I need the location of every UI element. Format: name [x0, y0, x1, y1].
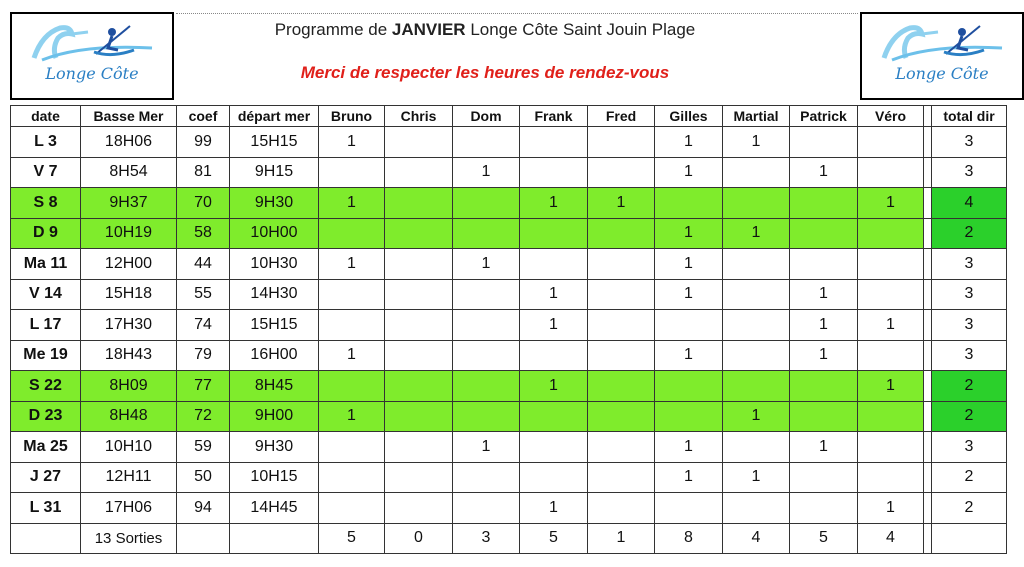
- table-cell: 8H09: [81, 371, 177, 402]
- table-cell: [385, 401, 453, 432]
- table-cell: [790, 188, 858, 219]
- table-cell: [453, 462, 520, 493]
- table-cell: 79: [177, 340, 230, 371]
- table-row: [11, 401, 1007, 432]
- total-cell: 2: [932, 401, 1007, 432]
- table-cell: [588, 401, 655, 432]
- table-cell: [790, 462, 858, 493]
- table-row: [11, 493, 1007, 524]
- total-count: 0: [385, 523, 453, 554]
- table-cell: [385, 340, 453, 371]
- table-cell: [319, 432, 385, 463]
- date-cell: Ma 25: [11, 432, 81, 463]
- table-cell: [588, 493, 655, 524]
- table-cell: [385, 188, 453, 219]
- table-cell: [453, 371, 520, 402]
- title-suffix: Longe Côte Saint Jouin Plage: [470, 20, 696, 39]
- spacer-cell: [924, 371, 932, 402]
- table-cell: [723, 279, 790, 310]
- table-cell: [588, 310, 655, 341]
- table-cell: 1: [319, 340, 385, 371]
- column-header: départ mer: [230, 106, 319, 127]
- total-count: 3: [453, 523, 520, 554]
- table-cell: [319, 462, 385, 493]
- table-cell: 18H06: [81, 127, 177, 158]
- table-cell: 9H30: [230, 432, 319, 463]
- total-cell: 2: [932, 371, 1007, 402]
- column-header: Véro: [858, 106, 924, 127]
- table-cell: [319, 218, 385, 249]
- heron-kayak-icon: [12, 14, 172, 98]
- table-cell: 99: [177, 127, 230, 158]
- table-row: [11, 310, 1007, 341]
- table-cell: [520, 218, 588, 249]
- table-cell: 1: [655, 279, 723, 310]
- heron-kayak-icon: [862, 14, 1022, 98]
- date-cell: L 31: [11, 493, 81, 524]
- total-cell: 2: [932, 218, 1007, 249]
- table-cell: 1: [790, 310, 858, 341]
- table-cell: [790, 127, 858, 158]
- table-cell: 70: [177, 188, 230, 219]
- table-cell: 18H43: [81, 340, 177, 371]
- table-cell: [858, 401, 924, 432]
- table-cell: 1: [655, 157, 723, 188]
- table-cell: 10H10: [81, 432, 177, 463]
- page-subtitle: Merci de respecter les heures de rendez-vous: [300, 63, 670, 82]
- table-row: [11, 462, 1007, 493]
- table-cell: [319, 279, 385, 310]
- table-cell: [655, 493, 723, 524]
- column-header: date: [11, 106, 81, 127]
- column-header: Dom: [453, 106, 520, 127]
- table-cell: 1: [790, 432, 858, 463]
- spacer-cell: [924, 279, 932, 310]
- table-row: [11, 127, 1007, 158]
- title-prefix: Programme de: [274, 20, 388, 39]
- club-logo-right: [860, 12, 1024, 100]
- table-cell: 1: [453, 432, 520, 463]
- table-cell: 1: [655, 462, 723, 493]
- date-cell: L 3: [11, 127, 81, 158]
- table-cell: [453, 493, 520, 524]
- table-cell: [520, 401, 588, 432]
- column-header: Patrick: [790, 106, 858, 127]
- total-count: [11, 523, 81, 554]
- table-cell: 1: [790, 279, 858, 310]
- table-cell: [385, 371, 453, 402]
- date-cell: J 27: [11, 462, 81, 493]
- spacer-cell: [924, 432, 932, 463]
- spacer-cell: [924, 218, 932, 249]
- table-cell: 1: [858, 188, 924, 219]
- table-cell: 59: [177, 432, 230, 463]
- column-header: total dir: [932, 106, 1007, 127]
- schedule-table: [10, 105, 1007, 554]
- column-header: Frank: [520, 106, 588, 127]
- table-cell: [453, 310, 520, 341]
- spacer-cell: [924, 188, 932, 219]
- table-cell: [319, 371, 385, 402]
- table-row: [11, 157, 1007, 188]
- table-cell: [453, 188, 520, 219]
- table-cell: [588, 462, 655, 493]
- table-cell: [655, 310, 723, 341]
- date-cell: V 14: [11, 279, 81, 310]
- page-title: [176, 20, 794, 40]
- total-count: 5: [319, 523, 385, 554]
- table-cell: 1: [319, 249, 385, 280]
- table-cell: [520, 432, 588, 463]
- column-header: Basse Mer: [81, 106, 177, 127]
- table-cell: 1: [655, 432, 723, 463]
- totals-row: [11, 523, 1007, 554]
- table-cell: 17H06: [81, 493, 177, 524]
- table-row: [11, 249, 1007, 280]
- table-cell: 1: [723, 401, 790, 432]
- table-cell: 15H15: [230, 127, 319, 158]
- table-cell: 15H15: [230, 310, 319, 341]
- table-cell: [588, 157, 655, 188]
- date-cell: D 9: [11, 218, 81, 249]
- table-cell: [588, 340, 655, 371]
- table-cell: [858, 279, 924, 310]
- total-count: 5: [520, 523, 588, 554]
- table-cell: 1: [723, 462, 790, 493]
- table-cell: 81: [177, 157, 230, 188]
- table-cell: [790, 218, 858, 249]
- table-cell: [385, 218, 453, 249]
- title-month: JANVIER: [391, 20, 466, 39]
- column-header: Fred: [588, 106, 655, 127]
- table-row: [11, 432, 1007, 463]
- table-cell: 8H54: [81, 157, 177, 188]
- table-cell: [858, 249, 924, 280]
- table-cell: 1: [520, 371, 588, 402]
- table-cell: 77: [177, 371, 230, 402]
- spacer-cell: [924, 340, 932, 371]
- table-cell: 1: [520, 279, 588, 310]
- total-count: [177, 523, 230, 554]
- table-cell: 1: [520, 188, 588, 219]
- table-cell: [453, 218, 520, 249]
- table-cell: 1: [319, 401, 385, 432]
- table-cell: [385, 157, 453, 188]
- table-cell: [655, 401, 723, 432]
- table-cell: 1: [790, 157, 858, 188]
- table-cell: 10H30: [230, 249, 319, 280]
- table-cell: [655, 371, 723, 402]
- table-cell: [453, 401, 520, 432]
- table-cell: [790, 401, 858, 432]
- table-cell: [520, 340, 588, 371]
- table-cell: 58: [177, 218, 230, 249]
- table-cell: [858, 462, 924, 493]
- spacer-cell: [924, 127, 932, 158]
- table-cell: [723, 249, 790, 280]
- header-row: [11, 106, 1007, 127]
- table-cell: [858, 127, 924, 158]
- table-cell: [723, 371, 790, 402]
- table-cell: [790, 493, 858, 524]
- table-cell: [319, 157, 385, 188]
- table-cell: [588, 279, 655, 310]
- date-cell: V 7: [11, 157, 81, 188]
- top-divider: [176, 13, 858, 14]
- total-count: 5: [790, 523, 858, 554]
- date-cell: D 23: [11, 401, 81, 432]
- table-cell: [723, 310, 790, 341]
- table-cell: 1: [655, 249, 723, 280]
- table-cell: [520, 127, 588, 158]
- table-cell: [790, 371, 858, 402]
- table-cell: 1: [790, 340, 858, 371]
- total-count: 4: [723, 523, 790, 554]
- table-cell: [588, 249, 655, 280]
- table-row: [11, 188, 1007, 219]
- table-cell: [588, 218, 655, 249]
- date-cell: L 17: [11, 310, 81, 341]
- table-cell: 17H30: [81, 310, 177, 341]
- table-cell: 1: [858, 371, 924, 402]
- table-cell: [385, 249, 453, 280]
- date-cell: Me 19: [11, 340, 81, 371]
- spacer-cell: [924, 462, 932, 493]
- table-cell: [385, 127, 453, 158]
- table-cell: 8H48: [81, 401, 177, 432]
- spacer-cell: [924, 249, 932, 280]
- table-cell: 14H45: [230, 493, 319, 524]
- date-cell: Ma 11: [11, 249, 81, 280]
- total-cell: 3: [932, 157, 1007, 188]
- table-cell: 94: [177, 493, 230, 524]
- total-count: [230, 523, 319, 554]
- table-cell: [385, 493, 453, 524]
- table-cell: [385, 310, 453, 341]
- total-cell: 3: [932, 432, 1007, 463]
- date-cell: S 8: [11, 188, 81, 219]
- table-cell: [588, 127, 655, 158]
- table-cell: 1: [319, 188, 385, 219]
- table-cell: [723, 188, 790, 219]
- table-cell: 1: [319, 127, 385, 158]
- column-header: coef: [177, 106, 230, 127]
- total-cell: 3: [932, 127, 1007, 158]
- table-cell: [319, 493, 385, 524]
- table-cell: 9H15: [230, 157, 319, 188]
- column-header: Bruno: [319, 106, 385, 127]
- total-cell: 4: [932, 188, 1007, 219]
- total-count: 4: [858, 523, 924, 554]
- table-cell: 12H00: [81, 249, 177, 280]
- spacer-cell: [924, 493, 932, 524]
- table-cell: 1: [655, 340, 723, 371]
- table-row: [11, 340, 1007, 371]
- table-cell: 74: [177, 310, 230, 341]
- spacer-cell: [924, 310, 932, 341]
- table-cell: 1: [655, 127, 723, 158]
- table-cell: [858, 218, 924, 249]
- table-cell: 1: [520, 493, 588, 524]
- spacer-column: [924, 106, 932, 127]
- table-cell: [520, 462, 588, 493]
- total-cell: 2: [932, 462, 1007, 493]
- table-cell: 50: [177, 462, 230, 493]
- table-cell: 9H37: [81, 188, 177, 219]
- table-cell: 15H18: [81, 279, 177, 310]
- table-cell: 1: [520, 310, 588, 341]
- total-cell: 3: [932, 249, 1007, 280]
- table-cell: 1: [723, 127, 790, 158]
- table-cell: [588, 371, 655, 402]
- table-cell: [319, 310, 385, 341]
- logo-text: Longe Côte: [895, 64, 989, 83]
- table-cell: [385, 462, 453, 493]
- table-cell: 1: [453, 249, 520, 280]
- table-cell: 1: [453, 157, 520, 188]
- sorties-count: 13 Sorties: [81, 523, 177, 554]
- total-count: 1: [588, 523, 655, 554]
- table-cell: 1: [858, 310, 924, 341]
- total-cell: 3: [932, 310, 1007, 341]
- table-cell: [723, 432, 790, 463]
- table-cell: 12H11: [81, 462, 177, 493]
- table-cell: [385, 432, 453, 463]
- table-cell: [453, 340, 520, 371]
- total-count: [924, 523, 932, 554]
- table-cell: [723, 493, 790, 524]
- total-count: 8: [655, 523, 723, 554]
- table-cell: [790, 249, 858, 280]
- total-cell: 3: [932, 279, 1007, 310]
- total-count: [932, 523, 1007, 554]
- table-cell: 10H19: [81, 218, 177, 249]
- table-row: [11, 218, 1007, 249]
- table-row: [11, 279, 1007, 310]
- logo-text: Longe Côte: [45, 64, 139, 83]
- table-cell: 1: [723, 218, 790, 249]
- table-cell: [858, 157, 924, 188]
- table-cell: 1: [588, 188, 655, 219]
- spacer-cell: [924, 401, 932, 432]
- table-cell: 72: [177, 401, 230, 432]
- table-cell: 9H00: [230, 401, 319, 432]
- table-cell: [858, 432, 924, 463]
- column-header: Chris: [385, 106, 453, 127]
- total-cell: 2: [932, 493, 1007, 524]
- table-cell: 1: [655, 218, 723, 249]
- table-cell: [520, 249, 588, 280]
- table-row: [11, 371, 1007, 402]
- table-cell: [723, 157, 790, 188]
- table-cell: [588, 432, 655, 463]
- table-cell: [453, 279, 520, 310]
- table-cell: [723, 340, 790, 371]
- table-cell: [520, 157, 588, 188]
- table-cell: 10H15: [230, 462, 319, 493]
- club-logo: [10, 12, 174, 100]
- table-cell: 9H30: [230, 188, 319, 219]
- table-cell: [453, 127, 520, 158]
- table-cell: [655, 188, 723, 219]
- column-header: Gilles: [655, 106, 723, 127]
- total-cell: 3: [932, 340, 1007, 371]
- table-cell: 8H45: [230, 371, 319, 402]
- table-cell: 16H00: [230, 340, 319, 371]
- table-cell: 44: [177, 249, 230, 280]
- table-cell: 14H30: [230, 279, 319, 310]
- table-cell: [858, 340, 924, 371]
- date-cell: S 22: [11, 371, 81, 402]
- column-header: Martial: [723, 106, 790, 127]
- table-cell: 1: [858, 493, 924, 524]
- spacer-cell: [924, 157, 932, 188]
- table-cell: [385, 279, 453, 310]
- table-cell: 10H00: [230, 218, 319, 249]
- table-cell: 55: [177, 279, 230, 310]
